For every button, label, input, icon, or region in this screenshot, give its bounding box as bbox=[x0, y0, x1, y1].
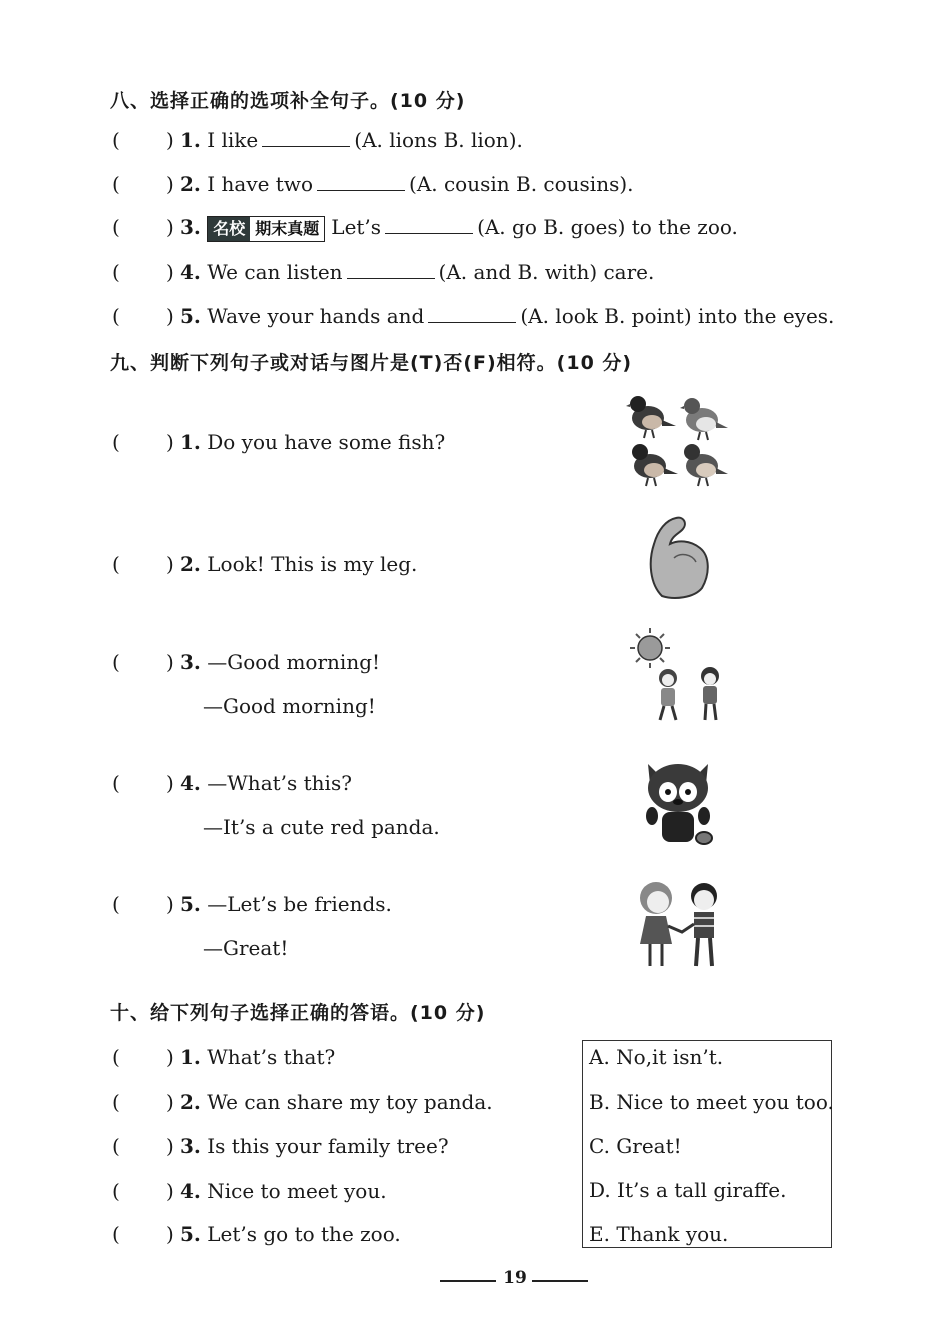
question-number: 1. bbox=[180, 128, 201, 152]
answer-slot-close: ) bbox=[166, 650, 174, 674]
question-options: (A. and B. with) care. bbox=[438, 260, 655, 284]
s10-question-4 bbox=[0, 1179, 570, 1207]
answer-slot-close: ) bbox=[166, 215, 174, 239]
question-text: We can listen bbox=[207, 260, 343, 284]
answer-slot[interactable]: ( bbox=[112, 1134, 120, 1158]
fill-blank[interactable] bbox=[385, 215, 473, 234]
footer-rule-right bbox=[532, 1280, 588, 1282]
answer-slot-close: ) bbox=[166, 304, 174, 328]
answer-option-a: A. No,it isn’t. bbox=[589, 1045, 724, 1069]
answer-slot-close: ) bbox=[166, 1222, 174, 1246]
s9-question-2 bbox=[0, 552, 600, 580]
question-number: 2. bbox=[180, 552, 201, 576]
answer-slot[interactable]: ( bbox=[112, 1222, 120, 1246]
question-number: 5. bbox=[180, 892, 201, 916]
question-number: 3. bbox=[180, 215, 201, 239]
badge-school: 名校 bbox=[208, 217, 250, 241]
s8-question-1 bbox=[0, 128, 950, 156]
answer-slot[interactable]: ( bbox=[112, 892, 120, 916]
question-number: 3. bbox=[180, 1134, 201, 1158]
answer-slot-close: ) bbox=[166, 128, 174, 152]
question-options: (A. go B. goes) to the zoo. bbox=[477, 215, 738, 239]
question-text: I like bbox=[207, 128, 259, 152]
answer-slot[interactable]: ( bbox=[112, 1045, 120, 1069]
answer-slot-close: ) bbox=[166, 1090, 174, 1114]
answer-slot[interactable]: ( bbox=[112, 552, 120, 576]
question-number: 3. bbox=[180, 650, 201, 674]
s8-question-5 bbox=[0, 304, 950, 332]
question-text: —What’s this? bbox=[207, 771, 352, 795]
question-options: (A. look B. point) into the eyes. bbox=[520, 304, 835, 328]
answer-option-e: E. Thank you. bbox=[589, 1222, 729, 1246]
question-number: 5. bbox=[180, 1222, 201, 1246]
answer-slot[interactable]: ( bbox=[112, 650, 120, 674]
answer-slot[interactable]: ( bbox=[112, 128, 120, 152]
question-text: —Let’s be friends. bbox=[207, 892, 392, 916]
answer-options-box bbox=[582, 1040, 832, 1248]
answer-slot-close: ) bbox=[166, 172, 174, 196]
answer-slot-close: ) bbox=[166, 260, 174, 284]
section-8-title: 八、选择正确的选项补全句子。(10 分) bbox=[110, 90, 466, 112]
girl-icon bbox=[659, 669, 677, 720]
question-options: (A. cousin B. cousins). bbox=[409, 172, 634, 196]
s9-question-1 bbox=[0, 430, 600, 458]
section-10-title: 十、给下列句子选择正确的答语。(10 分) bbox=[110, 1002, 486, 1024]
answer-slot[interactable]: ( bbox=[112, 304, 120, 328]
page-number: 19 bbox=[503, 1268, 527, 1288]
s8-question-2 bbox=[0, 172, 950, 200]
question-number: 4. bbox=[180, 260, 201, 284]
answer-slot[interactable]: ( bbox=[112, 260, 120, 284]
s8-question-4 bbox=[0, 260, 950, 288]
question-text: I have two bbox=[207, 172, 314, 196]
boy-icon bbox=[701, 667, 719, 720]
footer-rule-left bbox=[440, 1280, 496, 1282]
answer-slot[interactable]: ( bbox=[112, 430, 120, 454]
bird-icon bbox=[626, 396, 676, 438]
answer-slot-close: ) bbox=[166, 1045, 174, 1069]
badge-final-exam: 期末真题 bbox=[250, 217, 324, 241]
bird-icon bbox=[684, 444, 728, 486]
question-text: Let’s bbox=[331, 215, 382, 239]
question-text: Nice to meet you. bbox=[207, 1179, 387, 1203]
question-number: 1. bbox=[180, 1045, 201, 1069]
bird-icon bbox=[632, 444, 678, 486]
s9-question-4 bbox=[0, 771, 600, 799]
s10-question-1 bbox=[0, 1045, 570, 1073]
boy-icon bbox=[691, 883, 717, 966]
answer-option-b: B. Nice to meet you too. bbox=[589, 1090, 834, 1114]
answer-slot-close: ) bbox=[166, 430, 174, 454]
s9-question-3 bbox=[0, 650, 600, 678]
answer-slot[interactable]: ( bbox=[112, 1090, 120, 1114]
arm-picture bbox=[644, 514, 714, 600]
question-text: Do you have some fish? bbox=[207, 430, 446, 454]
answer-slot-close: ) bbox=[166, 1134, 174, 1158]
s10-question-2 bbox=[0, 1090, 570, 1118]
answer-slot-close: ) bbox=[166, 552, 174, 576]
question-text: Let’s go to the zoo. bbox=[207, 1222, 401, 1246]
question-number: 1. bbox=[180, 430, 201, 454]
answer-slot[interactable]: ( bbox=[112, 215, 120, 239]
question-number: 4. bbox=[180, 1179, 201, 1203]
fill-blank[interactable] bbox=[428, 304, 516, 323]
question-number: 4. bbox=[180, 771, 201, 795]
question-text: We can share my toy panda. bbox=[207, 1090, 493, 1114]
answer-slot-close: ) bbox=[166, 892, 174, 916]
answer-slot-close: ) bbox=[166, 1179, 174, 1203]
children-sun-picture bbox=[630, 628, 730, 724]
page-footer bbox=[0, 1268, 950, 1292]
s10-question-5 bbox=[0, 1222, 570, 1250]
question-text: —Good morning! bbox=[207, 650, 381, 674]
question-options: (A. lions B. lion). bbox=[354, 128, 523, 152]
fill-blank[interactable] bbox=[317, 172, 405, 191]
question-text: Look! This is my leg. bbox=[207, 552, 418, 576]
question-number: 5. bbox=[180, 304, 201, 328]
question-text: What’s that? bbox=[207, 1045, 336, 1069]
s9-question-4-reply: —It’s a cute red panda. bbox=[203, 815, 440, 839]
question-text: Wave your hands and bbox=[207, 304, 425, 328]
answer-option-d: D. It’s a tall giraffe. bbox=[589, 1178, 787, 1202]
question-number: 2. bbox=[180, 172, 201, 196]
s8-question-3 bbox=[0, 215, 950, 243]
exam-badge bbox=[207, 216, 325, 242]
section-9-title: 九、判断下列句子或对话与图片是(T)否(F)相符。(10 分) bbox=[110, 352, 633, 374]
s10-question-3 bbox=[0, 1134, 570, 1162]
handshake-picture bbox=[632, 878, 728, 970]
question-number: 2. bbox=[180, 1090, 201, 1114]
answer-slot[interactable]: ( bbox=[112, 172, 120, 196]
sun-icon bbox=[630, 628, 670, 668]
question-text: Is this your family tree? bbox=[207, 1134, 449, 1158]
s9-question-5 bbox=[0, 892, 600, 920]
fill-blank[interactable] bbox=[347, 260, 435, 279]
birds-picture bbox=[626, 390, 730, 488]
fill-blank[interactable] bbox=[262, 128, 350, 147]
answer-slot-close: ) bbox=[166, 771, 174, 795]
answer-slot[interactable]: ( bbox=[112, 1179, 120, 1203]
answer-slot[interactable]: ( bbox=[112, 771, 120, 795]
answer-option-c: C. Great! bbox=[589, 1134, 682, 1158]
red-panda-picture bbox=[638, 758, 718, 850]
s9-question-5-reply: —Great! bbox=[203, 936, 289, 960]
s9-question-3-reply: —Good morning! bbox=[203, 694, 376, 718]
bird-icon bbox=[680, 398, 728, 440]
girl-icon bbox=[640, 882, 672, 966]
